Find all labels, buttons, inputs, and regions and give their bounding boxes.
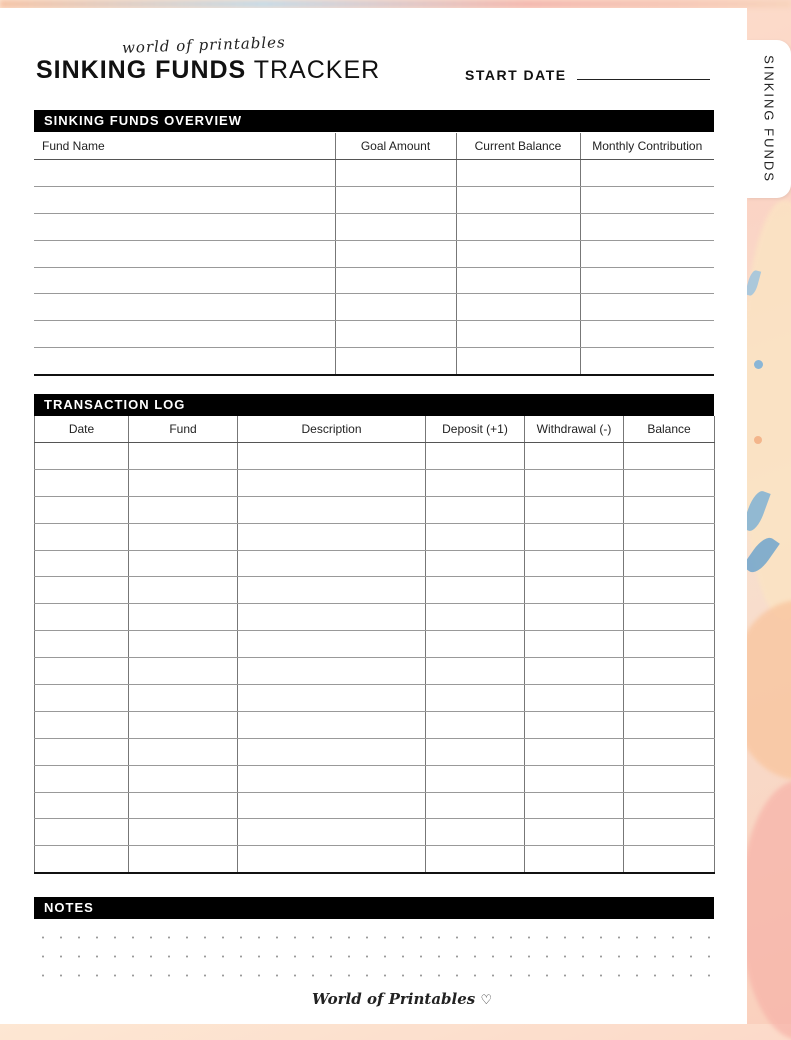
overview-cell[interactable]	[580, 267, 714, 294]
footer-brand-text: World of Printables	[312, 990, 476, 1008]
transaction-log-cell[interactable]	[35, 469, 129, 496]
title-bold: SINKING FUNDS	[36, 56, 247, 84]
overview-cell[interactable]	[456, 294, 580, 321]
transaction-log-column-header: Deposit (+1)	[426, 416, 525, 443]
transaction-log-cell[interactable]	[129, 819, 238, 846]
transaction-log-row	[35, 819, 715, 846]
transaction-log-cell[interactable]	[624, 631, 715, 658]
overview-cell[interactable]	[456, 186, 580, 213]
transaction-log-cell[interactable]	[624, 496, 715, 523]
transaction-log-cell[interactable]	[624, 738, 715, 765]
transaction-log-row	[35, 469, 715, 496]
transaction-log-cell[interactable]	[426, 469, 525, 496]
transaction-log-row	[35, 685, 715, 712]
heart-icon: ♡	[480, 993, 493, 1008]
transaction-log-cell[interactable]	[238, 738, 426, 765]
transaction-log-cell[interactable]	[624, 469, 715, 496]
transaction-log-cell[interactable]	[426, 792, 525, 819]
transaction-log-cell[interactable]	[35, 658, 129, 685]
transaction-log-cell[interactable]	[624, 658, 715, 685]
transaction-log-cell[interactable]	[238, 846, 426, 873]
transaction-log-cell[interactable]	[35, 819, 129, 846]
transaction-log-cell[interactable]	[35, 631, 129, 658]
dot-decoration	[754, 436, 762, 444]
transaction-log-cell[interactable]	[238, 792, 426, 819]
overview-cell[interactable]	[34, 213, 335, 240]
transaction-log-column-header: Date	[35, 416, 129, 443]
overview-cell[interactable]	[456, 348, 580, 375]
transaction-log-cell[interactable]	[525, 658, 624, 685]
transaction-log-cell[interactable]	[525, 738, 624, 765]
transaction-log-cell[interactable]	[525, 685, 624, 712]
overview-column-header: Goal Amount	[335, 133, 456, 160]
transaction-log-cell[interactable]	[426, 711, 525, 738]
overview-row	[34, 186, 714, 213]
overview-cell[interactable]	[580, 348, 714, 375]
transaction-log-row	[35, 631, 715, 658]
overview-heading: SINKING FUNDS OVERVIEW	[34, 110, 714, 132]
overview-column-header: Current Balance	[456, 133, 580, 160]
transaction-log-cell[interactable]	[426, 604, 525, 631]
transaction-log-cell[interactable]	[426, 577, 525, 604]
transaction-log-row	[35, 577, 715, 604]
overview-cell[interactable]	[335, 213, 456, 240]
overview-cell[interactable]	[580, 240, 714, 267]
notes-heading: NOTES	[34, 897, 714, 919]
transaction-log-row	[35, 711, 715, 738]
transaction-log-cell[interactable]	[238, 765, 426, 792]
transaction-log-column-header: Fund	[129, 416, 238, 443]
transaction-log-row	[35, 604, 715, 631]
page-title	[36, 56, 380, 85]
transaction-log-cell[interactable]	[238, 469, 426, 496]
transaction-log-row	[35, 765, 715, 792]
transaction-log-cell[interactable]	[624, 604, 715, 631]
watercolor-blob	[740, 780, 791, 1040]
overview-cell[interactable]	[335, 321, 456, 348]
transaction-log-table	[34, 416, 715, 874]
transaction-log-cell[interactable]	[238, 523, 426, 550]
transaction-log-cell[interactable]	[624, 711, 715, 738]
transaction-log-row	[35, 792, 715, 819]
overview-cell[interactable]	[335, 186, 456, 213]
overview-cell[interactable]	[335, 267, 456, 294]
transaction-log-cell[interactable]	[525, 604, 624, 631]
transaction-log-cell[interactable]	[525, 523, 624, 550]
overview-cell[interactable]	[34, 294, 335, 321]
transaction-log-cell[interactable]	[525, 792, 624, 819]
transaction-log-cell[interactable]	[624, 846, 715, 873]
transaction-log-cell[interactable]	[129, 523, 238, 550]
transaction-log-cell[interactable]	[525, 550, 624, 577]
overview-row	[34, 160, 714, 187]
transaction-log-cell[interactable]	[238, 443, 426, 470]
overview-column-header: Monthly Contribution	[580, 133, 714, 160]
transaction-log-cell[interactable]	[624, 523, 715, 550]
overview-cell[interactable]	[34, 160, 335, 187]
overview-cell[interactable]	[456, 321, 580, 348]
transaction-log-cell[interactable]	[35, 443, 129, 470]
transaction-log-cell[interactable]	[35, 577, 129, 604]
overview-row	[34, 321, 714, 348]
transaction-log-cell[interactable]	[129, 604, 238, 631]
transaction-log-cell[interactable]	[624, 550, 715, 577]
overview-cell[interactable]	[580, 160, 714, 187]
transaction-log-cell[interactable]	[426, 443, 525, 470]
transaction-log-cell[interactable]	[129, 765, 238, 792]
start-date-line[interactable]	[577, 79, 710, 80]
overview-cell[interactable]	[34, 186, 335, 213]
transaction-log-cell[interactable]	[525, 496, 624, 523]
transaction-log-cell[interactable]	[129, 685, 238, 712]
transaction-log-cell[interactable]	[624, 685, 715, 712]
transaction-log-cell[interactable]	[129, 577, 238, 604]
side-tab[interactable]	[747, 40, 791, 198]
transaction-log-cell[interactable]	[35, 496, 129, 523]
overview-cell[interactable]	[456, 240, 580, 267]
overview-cell[interactable]	[34, 267, 335, 294]
transaction-log-cell[interactable]	[426, 496, 525, 523]
transaction-log-cell[interactable]	[426, 846, 525, 873]
overview-row	[34, 294, 714, 321]
transaction-log-cell[interactable]	[35, 550, 129, 577]
transaction-log-cell[interactable]	[238, 819, 426, 846]
side-tab-label: SINKING FUNDS	[761, 55, 777, 183]
transaction-log-cell[interactable]	[525, 711, 624, 738]
start-date-label: START DATE	[465, 67, 567, 83]
transaction-log-row	[35, 738, 715, 765]
transaction-log-cell[interactable]	[129, 469, 238, 496]
transaction-log-column-header: Balance	[624, 416, 715, 443]
transaction-log-row	[35, 658, 715, 685]
overview-cell[interactable]	[580, 213, 714, 240]
transaction-log-cell[interactable]	[426, 523, 525, 550]
watercolor-top-strip	[0, 0, 791, 8]
transaction-log-cell[interactable]	[129, 443, 238, 470]
overview-cell[interactable]	[456, 213, 580, 240]
transaction-log-row	[35, 523, 715, 550]
transaction-log-cell[interactable]	[426, 738, 525, 765]
transaction-log-cell[interactable]	[525, 765, 624, 792]
transaction-log-cell[interactable]	[35, 792, 129, 819]
transaction-log-cell[interactable]	[238, 577, 426, 604]
transaction-log-cell[interactable]	[624, 577, 715, 604]
overview-cell[interactable]	[335, 294, 456, 321]
transaction-log-cell[interactable]	[624, 792, 715, 819]
transaction-log-cell[interactable]	[35, 604, 129, 631]
transaction-log-cell[interactable]	[624, 443, 715, 470]
overview-cell[interactable]	[580, 294, 714, 321]
transaction-log-cell[interactable]	[426, 631, 525, 658]
overview-cell[interactable]	[335, 160, 456, 187]
transaction-log-cell[interactable]	[35, 738, 129, 765]
transaction-log-cell[interactable]	[426, 685, 525, 712]
transaction-log-cell[interactable]	[525, 443, 624, 470]
overview-row	[34, 348, 714, 375]
transaction-log-row	[35, 846, 715, 873]
transaction-log-cell[interactable]	[238, 550, 426, 577]
transaction-log-cell[interactable]	[129, 792, 238, 819]
transaction-log-cell[interactable]	[525, 469, 624, 496]
transaction-log-cell[interactable]	[426, 658, 525, 685]
overview-cell[interactable]	[456, 160, 580, 187]
transaction-log-cell[interactable]	[525, 631, 624, 658]
notes-dot-grid[interactable]	[34, 928, 714, 978]
transaction-log-cell[interactable]	[35, 685, 129, 712]
transaction-log-row	[35, 443, 715, 470]
overview-column-header: Fund Name	[34, 133, 335, 160]
transaction-log-cell[interactable]	[35, 846, 129, 873]
transaction-log-cell[interactable]	[238, 685, 426, 712]
transaction-log-cell[interactable]	[238, 658, 426, 685]
footer-brand	[312, 990, 492, 1008]
overview-cell[interactable]	[335, 240, 456, 267]
transaction-log-cell[interactable]	[238, 631, 426, 658]
transaction-log-cell[interactable]	[129, 658, 238, 685]
transaction-log-cell[interactable]	[129, 550, 238, 577]
transaction-log-cell[interactable]	[129, 496, 238, 523]
transaction-log-cell[interactable]	[129, 846, 238, 873]
overview-cell[interactable]	[34, 321, 335, 348]
transaction-log-cell[interactable]	[624, 765, 715, 792]
overview-cell[interactable]	[580, 186, 714, 213]
brand-script-logo: world of printables	[121, 33, 286, 57]
transaction-log-column-header: Withdrawal (-)	[525, 416, 624, 443]
transaction-log-cell[interactable]	[238, 711, 426, 738]
overview-row	[34, 240, 714, 267]
transaction-log-cell[interactable]	[525, 846, 624, 873]
transaction-log-cell[interactable]	[525, 819, 624, 846]
overview-cell[interactable]	[335, 348, 456, 375]
transaction-log-cell[interactable]	[525, 577, 624, 604]
overview-table	[34, 133, 714, 376]
transaction-log-cell[interactable]	[35, 711, 129, 738]
transaction-log-cell[interactable]	[129, 631, 238, 658]
transaction-log-cell[interactable]	[35, 765, 129, 792]
dot-decoration	[754, 360, 763, 369]
overview-cell[interactable]	[34, 240, 335, 267]
transaction-log-row	[35, 496, 715, 523]
overview-row	[34, 213, 714, 240]
transaction-log-cell[interactable]	[238, 604, 426, 631]
transaction-log-row	[35, 550, 715, 577]
transaction-log-cell[interactable]	[426, 819, 525, 846]
transaction-log-cell[interactable]	[426, 765, 525, 792]
transaction-log-cell[interactable]	[426, 550, 525, 577]
overview-cell[interactable]	[34, 348, 335, 375]
overview-cell[interactable]	[580, 321, 714, 348]
transaction-log-cell[interactable]	[129, 738, 238, 765]
transaction-log-cell[interactable]	[238, 496, 426, 523]
transaction-log-cell[interactable]	[129, 711, 238, 738]
title-light: TRACKER	[253, 56, 381, 84]
transaction-log-column-header: Description	[238, 416, 426, 443]
transaction-log-heading: TRANSACTION LOG	[34, 394, 714, 416]
overview-row	[34, 267, 714, 294]
transaction-log-cell[interactable]	[35, 523, 129, 550]
overview-cell[interactable]	[456, 267, 580, 294]
transaction-log-cell[interactable]	[624, 819, 715, 846]
